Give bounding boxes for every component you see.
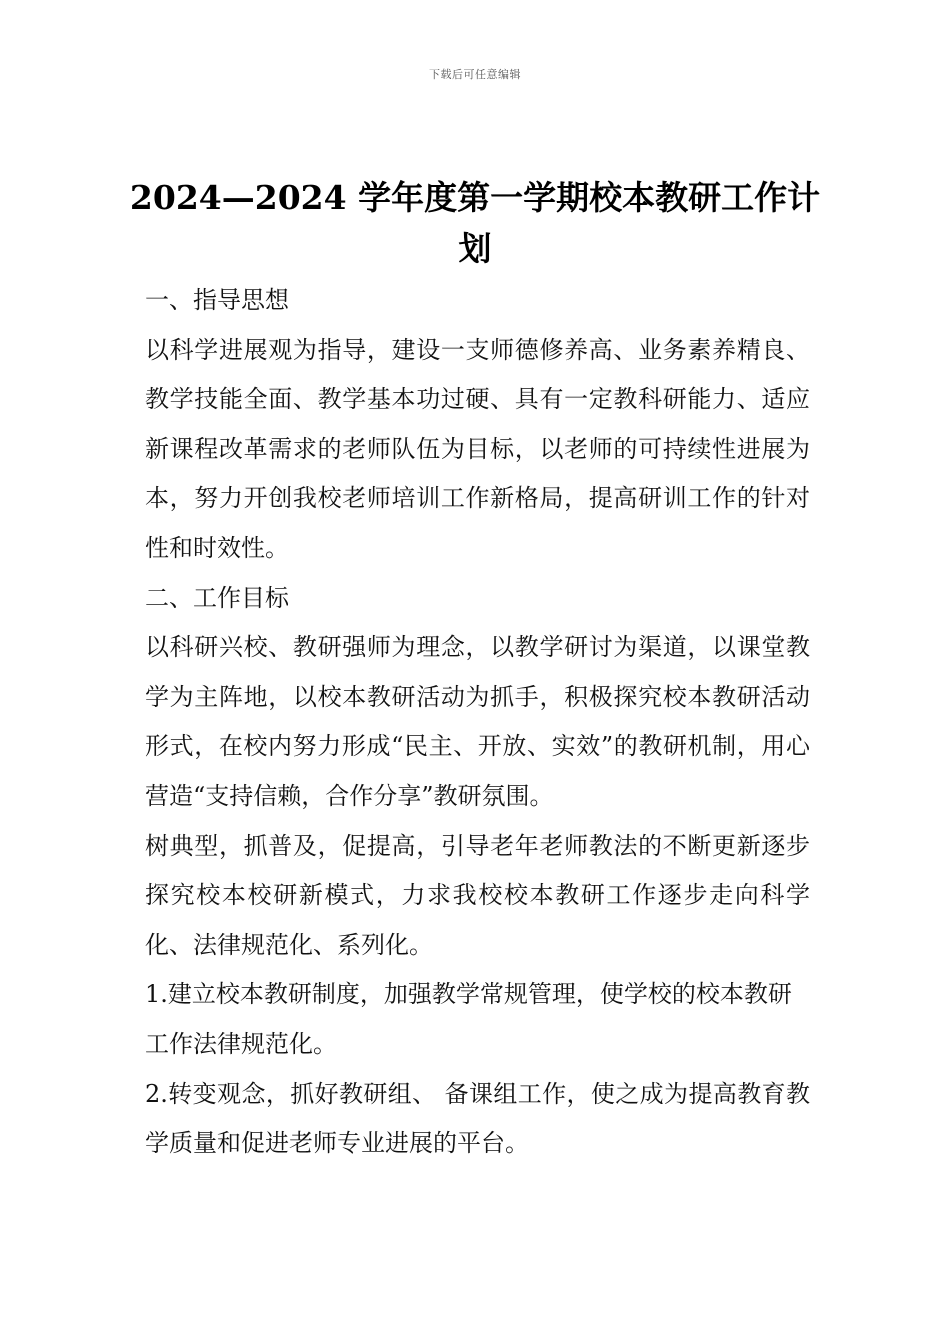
list-item-1: 1.建立校本教研制度，加强教学常规管理，使学校的校本教研	[145, 980, 792, 1009]
header-note: 下载后可任意编辑	[429, 68, 521, 81]
document-body	[145, 276, 810, 1169]
list-item-1-continued: 工作法律规范化。	[145, 1029, 337, 1058]
section-heading-guiding-ideology: 一、指导思想	[145, 286, 289, 314]
paragraph-typical-examples: 树典型，抓普及，促提高，引导老年老师教法的不断更新逐步探究校本校研新模式，力求我校校本教研工作逐步走向科学化、法律规范化、系列化。	[145, 831, 810, 959]
document-title: 2024—2024 学年度第一学期校本教研工作计划	[129, 178, 821, 268]
section-heading-work-goals: 二、工作目标	[145, 583, 289, 612]
paragraph-guiding-ideology: 以科学进展观为指导，建设一支师德修养高、业务素养精良、教学技能全面、教学基本功过硬、具有一定教科研能力、适应新课程改革需求的老师队伍为目标，以老师的可持续性进展为本，努力开创我校老师培训工作新格局，提高研训工作的针对性和时效性。	[145, 335, 810, 562]
list-item-2: 2.转变观念，抓好教研组、 备课组工作，使之成为提高教育教学质量和促进老师专业进展的平台。	[145, 1079, 810, 1158]
paragraph-work-goals: 以科研兴校、教研强师为理念，以教学研讨为渠道，以课堂教学为主阵地，以校本教研活动为抓手，积极探究校本教研活动形式，在校内努力形成“民主、开放、实效”的教研机制，用心营造“支持信赖，合作分享”教研氛围。	[145, 633, 810, 810]
